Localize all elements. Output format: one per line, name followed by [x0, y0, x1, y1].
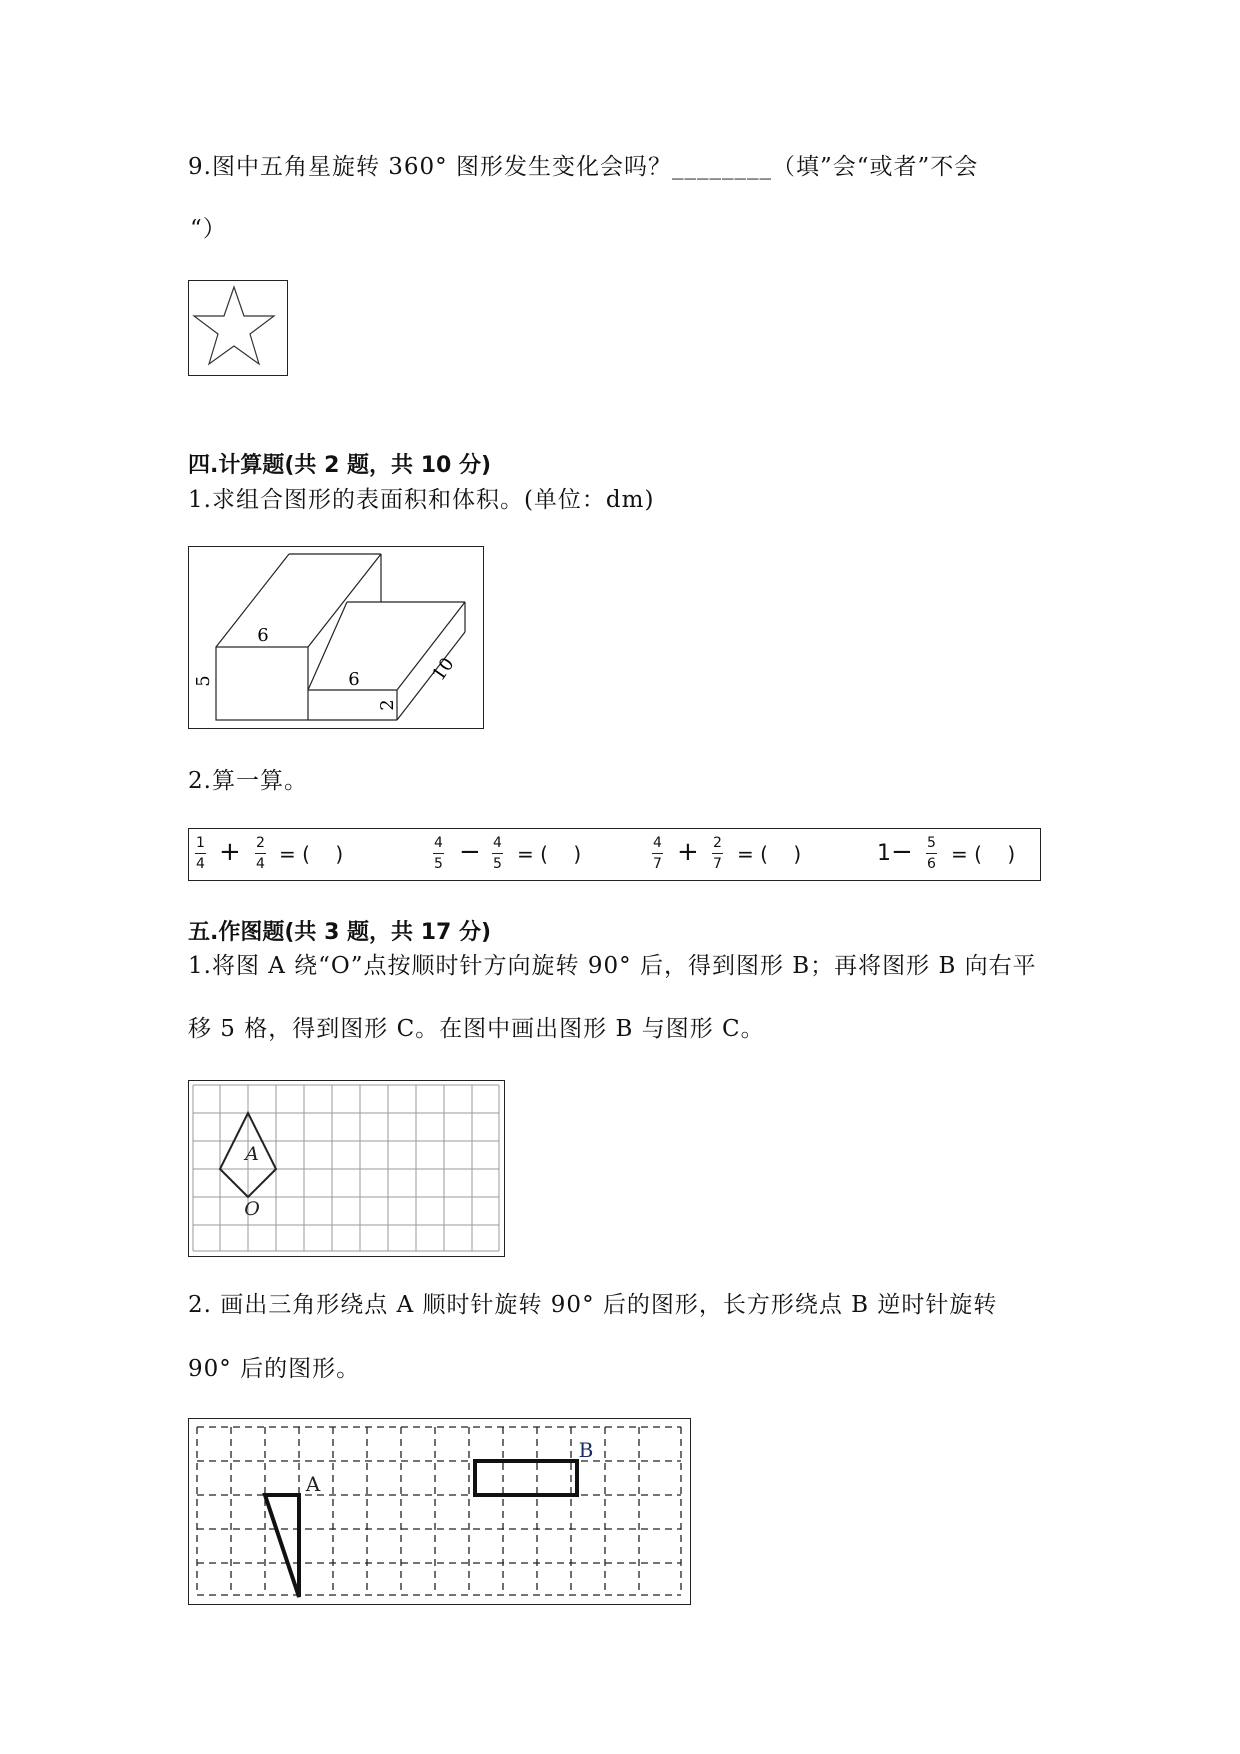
arithmetic-row: [188, 828, 1041, 881]
fraction-2a: 4 5: [434, 835, 443, 872]
operator-plus: +: [677, 837, 699, 867]
drawing-question-2-text-continued: 90° 后的图形。: [188, 1356, 361, 1382]
fraction-3a: 4 7: [653, 835, 662, 872]
label-step-width: 6: [348, 669, 360, 690]
point-o-label: O: [244, 1198, 260, 1220]
rotation-grid-1: [188, 1080, 505, 1257]
grid-with-kite-shape: [189, 1081, 503, 1255]
fraction-4: 5 6: [927, 835, 936, 872]
whole-number-one: 1: [877, 841, 891, 866]
question-9-text-continued: “）: [190, 216, 227, 242]
drawing-question-1-text-continued: 移 5 格，得到图形 C。在图中画出图形 B 与图形 C。: [188, 1016, 765, 1042]
fraction-2b: 4 5: [493, 835, 502, 872]
composite-solid-drawing: [189, 547, 482, 727]
point-b-label: B: [578, 1438, 594, 1462]
point-a-label: A: [305, 1472, 321, 1496]
rotation-grid-2: [188, 1418, 691, 1605]
composite-solid-figure: [188, 546, 484, 729]
section-4-title: 四.计算题(共 2 题，共 10 分): [188, 453, 492, 478]
section-5-title: 五.作图题(共 3 题，共 17 分): [188, 920, 492, 945]
calc-question-1-text: 1.求组合图形的表面积和体积。(单位：dm): [188, 487, 655, 513]
fraction-1a: 1 4: [196, 835, 205, 872]
answer-blank-3: = ( ): [737, 842, 802, 866]
drawing-question-1-text: 1.将图 A 绕“O”点按顺时针方向旋转 90° 后，得到图形 B；再将图形 B 向右平: [188, 953, 1037, 979]
fraction-3b: 2 7: [713, 835, 722, 872]
label-top-width: 6: [257, 625, 269, 646]
five-pointed-star-icon: [189, 281, 286, 374]
answer-blank-2: = ( ): [517, 842, 582, 866]
drawing-question-2-text: 2. 画出三角形绕点 A 顺时针旋转 90° 后的图形，长方形绕点 B 逆时针旋转: [188, 1292, 998, 1318]
operator-minus: −: [891, 837, 913, 867]
fraction-1b: 2 4: [256, 835, 265, 872]
operator-plus: +: [219, 837, 241, 867]
answer-blank-1: = ( ): [279, 842, 344, 866]
answer-blank-4: = ( ): [951, 842, 1016, 866]
question-9-text: 9.图中五角星旋转 360° 图形发生变化会吗？________（填”会“或者”不会: [188, 154, 979, 180]
star-figure: [188, 280, 288, 376]
label-height: 5: [193, 675, 214, 687]
operator-minus: −: [459, 837, 481, 867]
label-step-height: 2: [377, 699, 398, 711]
dashed-grid-with-triangle-and-rectangle: [189, 1419, 689, 1603]
calc-question-2-text: 2.算一算。: [188, 768, 308, 794]
label-depth: 10: [428, 653, 459, 685]
shape-a-label: A: [245, 1143, 259, 1165]
